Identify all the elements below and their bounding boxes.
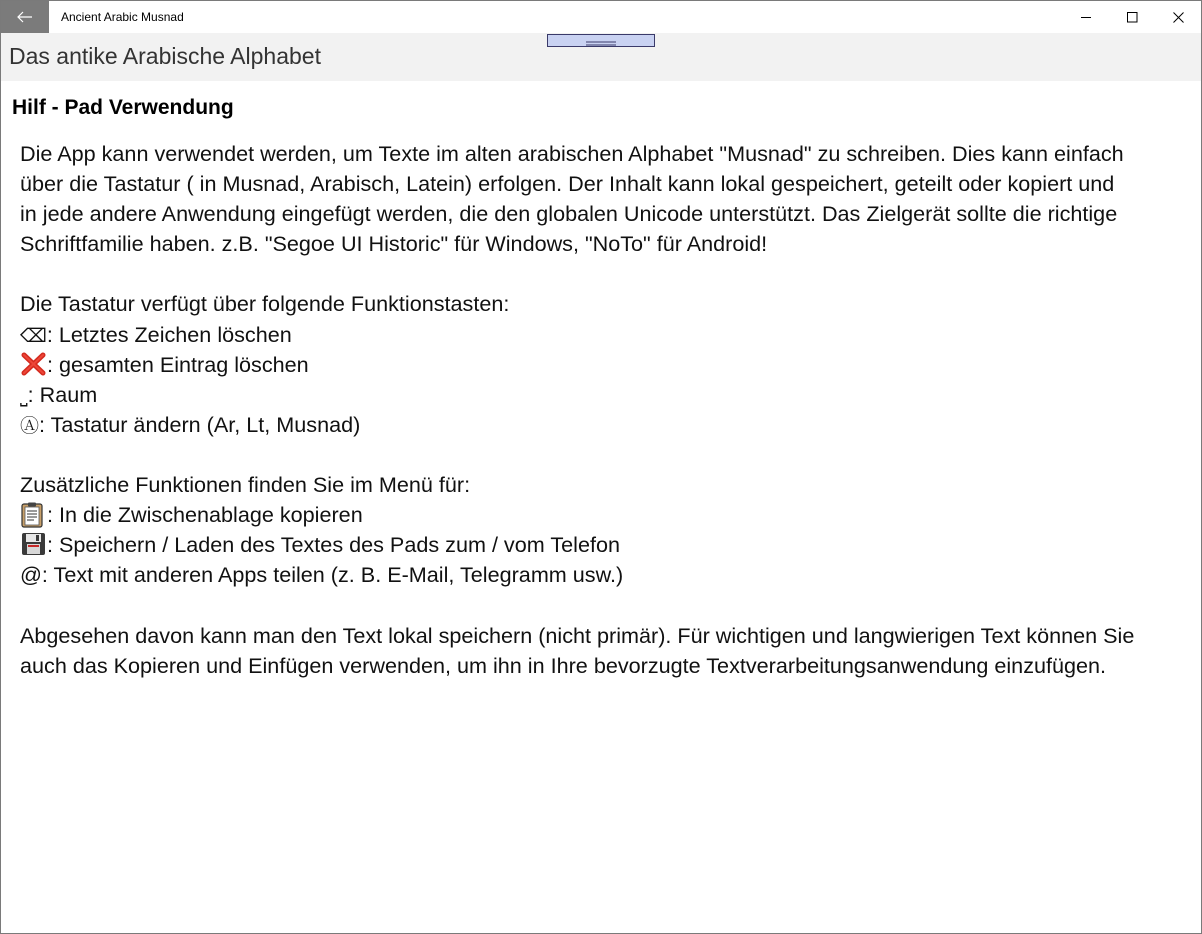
key-item-label: : gesamten Eintrag löschen bbox=[47, 351, 309, 377]
intro-line-3: in jede andere Anwendung eingefügt werden, die den globalen Unicode unterstützt. Das Zielgerät sollte die richtige bbox=[20, 201, 1118, 227]
page-header bbox=[1, 33, 1201, 81]
menu-intro: Zusätzliche Funktionen finden Sie im Menü für: bbox=[20, 472, 471, 498]
clipboard-icon bbox=[20, 502, 47, 526]
circled-a-icon: Ⓐ bbox=[20, 414, 40, 437]
backspace-icon: ⌫ bbox=[20, 324, 47, 347]
menu-item-save bbox=[20, 530, 1190, 560]
keys-intro: Die Tastatur verfügt über folgende Funktionstasten: bbox=[20, 291, 510, 317]
key-item-label: : Letztes Zeichen löschen bbox=[46, 321, 292, 347]
spacer bbox=[20, 440, 1190, 470]
minimize-icon bbox=[1081, 8, 1092, 27]
intro-line-2: über die Tastatur ( in Musnad, Arabisch, Latein) erfolgen. Der Inhalt kann lokal gespeichert, geteilt oder kopiert und bbox=[20, 171, 1115, 197]
outro-line-2: auch das Kopieren und Einfügen verwenden, um ihn in Ihre bevorzugte Textverarbeitungsanwendung einzufügen. bbox=[20, 652, 1107, 678]
space-icon: ⎵ bbox=[20, 384, 28, 407]
menu-item-label: : In die Zwischenablage kopieren bbox=[47, 502, 363, 528]
grip-lines-icon bbox=[586, 31, 616, 50]
page-title: Das antike Arabische Alphabet bbox=[9, 43, 321, 69]
key-item-switch-keyboard bbox=[20, 410, 1190, 440]
back-button[interactable] bbox=[1, 1, 49, 33]
help-heading: Hilf - Pad Verwendung bbox=[12, 96, 234, 119]
key-item-clear bbox=[20, 350, 1190, 380]
key-item-label: : Tastatur ändern (Ar, Lt, Musnad) bbox=[39, 411, 361, 437]
maximize-icon bbox=[1127, 8, 1138, 27]
key-item-space bbox=[20, 380, 1190, 410]
close-icon bbox=[1173, 8, 1184, 27]
red-x-icon bbox=[20, 352, 47, 376]
menu-item-copy bbox=[20, 500, 1190, 530]
resize-grip-handle[interactable] bbox=[547, 34, 655, 47]
key-item-label: : Raum bbox=[27, 381, 98, 407]
intro-line-4: Schriftfamilie haben. z.B. "Segoe UI Historic" für Windows, "NoTo" für Android! bbox=[20, 231, 768, 257]
close-button[interactable] bbox=[1155, 1, 1201, 33]
outro-line-1: Abgesehen davon kann man den Text lokal speichern (nicht primär). Für wichtigen und langwierigen Text können Sie bbox=[20, 622, 1135, 648]
back-arrow-icon bbox=[17, 8, 33, 27]
menu-item-share bbox=[20, 560, 1190, 590]
at-icon: @ bbox=[20, 562, 42, 588]
key-item-backspace bbox=[20, 320, 1190, 350]
title-bar bbox=[1, 1, 1201, 33]
intro-line-1: Die App kann verwendet werden, um Texte im alten arabischen Alphabet "Musnad" zu schreiben. Dies kann einfach bbox=[20, 141, 1124, 166]
spacer bbox=[20, 259, 1190, 289]
menu-item-label: : Speichern / Laden des Textes des Pads zum / vom Telefon bbox=[47, 532, 620, 558]
minimize-button[interactable] bbox=[1063, 1, 1109, 33]
floppy-disk-icon bbox=[20, 532, 47, 556]
help-text-block bbox=[20, 139, 1190, 681]
help-content bbox=[1, 81, 1201, 933]
app-title: Ancient Arabic Musnad bbox=[61, 10, 184, 24]
maximize-button[interactable] bbox=[1109, 1, 1155, 33]
spacer bbox=[20, 590, 1190, 620]
menu-item-label: : Text mit anderen Apps teilen (z. B. E-Mail, Telegramm usw.) bbox=[41, 562, 624, 588]
